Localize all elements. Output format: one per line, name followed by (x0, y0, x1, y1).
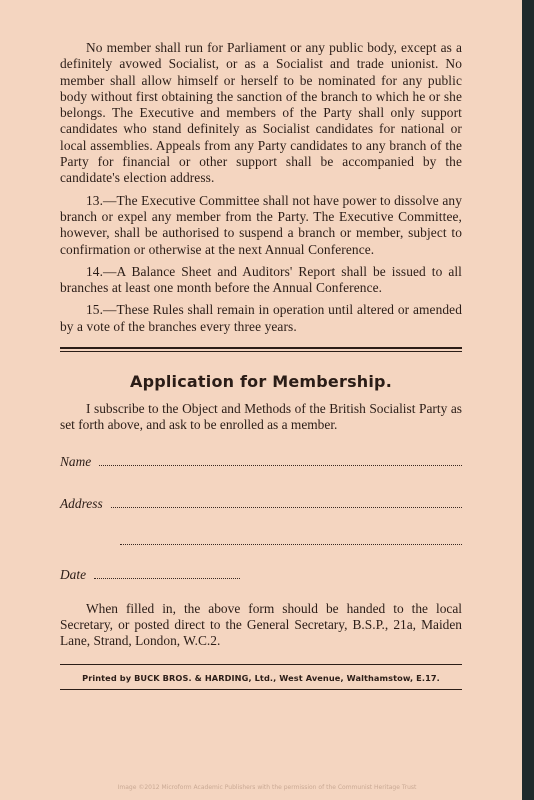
rule-paragraph: No member shall run for Parliament or any public body, except as a definitely avowed Socialist, or as a Socialist and trade unionist. No member shall allow himself or herself to be nominated for any public body without first obtaining the sanction of the branch to which he or she belongs. The Executive and members of the Party shall only support candidates who stand definitely as Socialist candidates for national or local assemblies. Appeals from any Party candidates to any branch of the Party for financial or other support shall be accompanied by the candidate's election address. (60, 40, 462, 186)
address-dotted-line[interactable] (111, 497, 462, 508)
form-instructions: When filled in, the above form should be handed to the local Secretary, or posted direct to the General Secretary, B.S.P., 21a, Maiden Lane, Strand, London, W.C.2. (60, 600, 462, 649)
address-dotted-line-2[interactable] (120, 534, 462, 545)
watermark-text: Image ©2012 Microform Academic Publishers with the permission of the Communist Heritage Trust (117, 784, 417, 791)
printer-imprint: Printed by BUCK BROS. & HARDING, Ltd., West Avenue, Walthamstow, E.17. (82, 672, 440, 683)
page-edge (522, 0, 534, 800)
section-divider (60, 347, 462, 352)
footer-divider-top (60, 664, 462, 665)
rule-14: 14.—A Balance Sheet and Auditors' Report shall be issued to all branches at least one month before the Annual Conference. (60, 263, 462, 296)
application-intro: I subscribe to the Object and Methods of the British Socialist Party as set forth above, and ask to be enrolled as a member. (60, 401, 462, 433)
date-dotted-line[interactable] (94, 568, 240, 579)
date-label: Date (60, 566, 87, 582)
date-field[interactable] (60, 567, 240, 583)
document-body (60, 40, 462, 690)
name-field[interactable] (60, 454, 462, 470)
address-field[interactable] (60, 496, 462, 512)
rule-15: 15.—These Rules shall remain in operation until altered or amended by a vote of the branches every three years. (60, 302, 462, 334)
name-dotted-line[interactable] (99, 455, 462, 466)
application-title: Application for Membership. (129, 372, 392, 392)
address-label: Address (60, 495, 103, 511)
footer-divider-bottom (60, 689, 462, 690)
name-label: Name (60, 453, 92, 469)
rule-13: 13.—The Executive Committee shall not have power to dissolve any branch or expel any member from the Party. The Executive Committee, however, shall be authorised to suspend a branch or member, subject to confirmation or otherwise at the next Annual Conference. (60, 192, 462, 257)
